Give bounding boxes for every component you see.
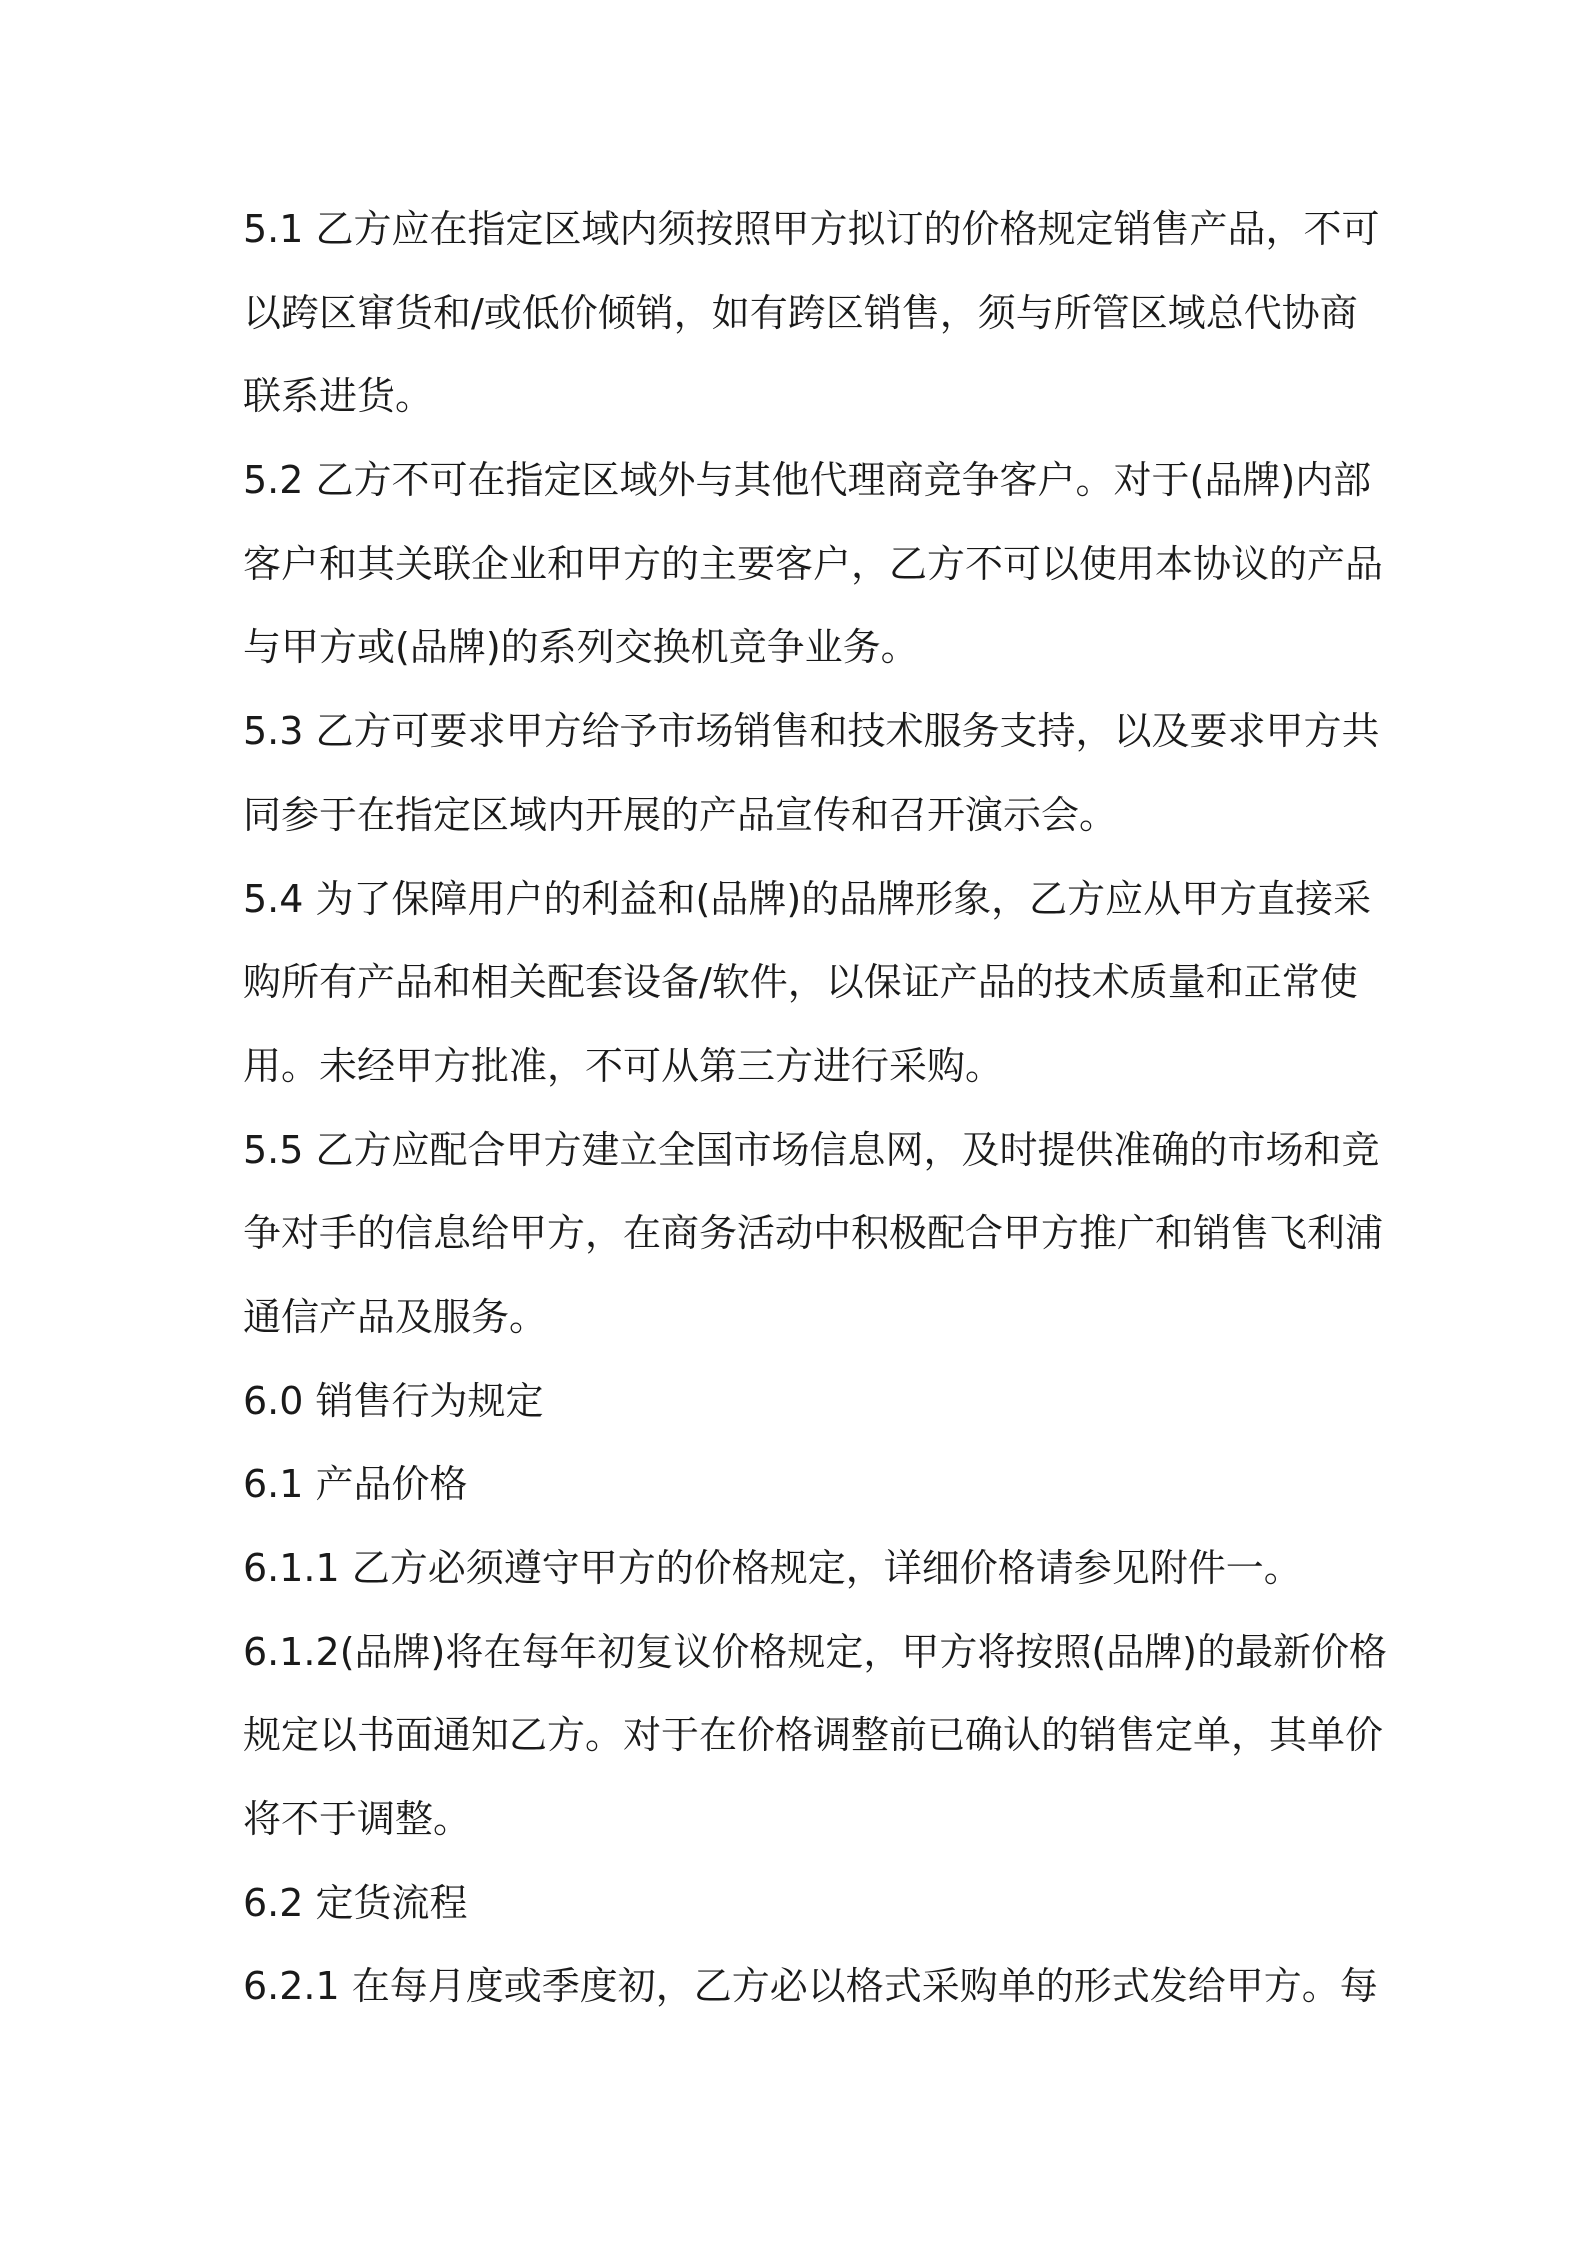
section-6-1-heading: 6.1 产品价格 [243, 1462, 468, 1507]
clause-5-1-line-1: 5.1 乙方应在指定区域内须按照甲方拟订的价格规定销售产品，不可 [243, 207, 1380, 251]
clause-5-3-line-1: 5.3 乙方可要求甲方给予市场销售和技术服务支持，以及要求甲方共 [243, 709, 1380, 754]
clause-5-5-line-3: 通信产品及服务。 [243, 1294, 548, 1339]
clause-5-2-line-3: 与甲方或(品牌)的系列交换机竞争业务。 [243, 625, 919, 670]
clause-5-4-line-3: 用。未经甲方批准，不可从第三方进行采购。 [243, 1043, 1004, 1088]
clause-5-5-line-2: 争对手的信息给甲方，在商务活动中积极配合甲方推广和销售飞利浦 [243, 1211, 1384, 1256]
clause-6-1-2-line-3: 将不于调整。 [243, 1797, 472, 1842]
clause-5-4-line-1: 5.4 为了保障用户的利益和(品牌)的品牌形象，乙方应从甲方直接采 [243, 876, 1372, 921]
clause-6-1-2-line-1: 6.1.2(品牌)将在每年初复议价格规定，甲方将按照(品牌)的最新价格 [243, 1629, 1387, 1674]
clause-5-1-line-3: 联系进货。 [243, 374, 434, 419]
clause-6-1-1-line-1: 6.1.1 乙方必须遵守甲方的价格规定，详细价格请参见附件一。 [243, 1546, 1302, 1590]
clause-5-2-line-1: 5.2 乙方不可在指定区域外与其他代理商竞争客户。对于(品牌)内部 [243, 458, 1372, 503]
clause-6-2-1-line-1: 6.2.1 在每月度或季度初，乙方必以格式采购单的形式发给甲方。每 [243, 1964, 1378, 2009]
section-6-2-heading: 6.2 定货流程 [243, 1880, 468, 1925]
clause-6-1-2-line-2: 规定以书面通知乙方。对于在价格调整前已确认的销售定单，其单价 [243, 1713, 1384, 1758]
clause-5-2-line-2: 客户和其关联企业和甲方的主要客户，乙方不可以使用本协议的产品 [243, 541, 1384, 586]
clause-5-5-line-1: 5.5 乙方应配合甲方建立全国市场信息网，及时提供准确的市场和竞 [243, 1127, 1380, 1172]
clause-5-1-line-2: 以跨区窜货和/或低价倾销，如有跨区销售，须与所管区域总代协商 [243, 290, 1358, 335]
clause-5-4-line-2: 购所有产品和相关配套设备/软件，以保证产品的技术质量和正常使 [243, 960, 1358, 1005]
clause-5-3-line-2: 同参于在指定区域内开展的产品宣传和召开演示会。 [243, 792, 1118, 837]
section-6-0-heading: 6.0 销售行为规定 [243, 1378, 544, 1423]
document-body [243, 188, 1387, 2029]
